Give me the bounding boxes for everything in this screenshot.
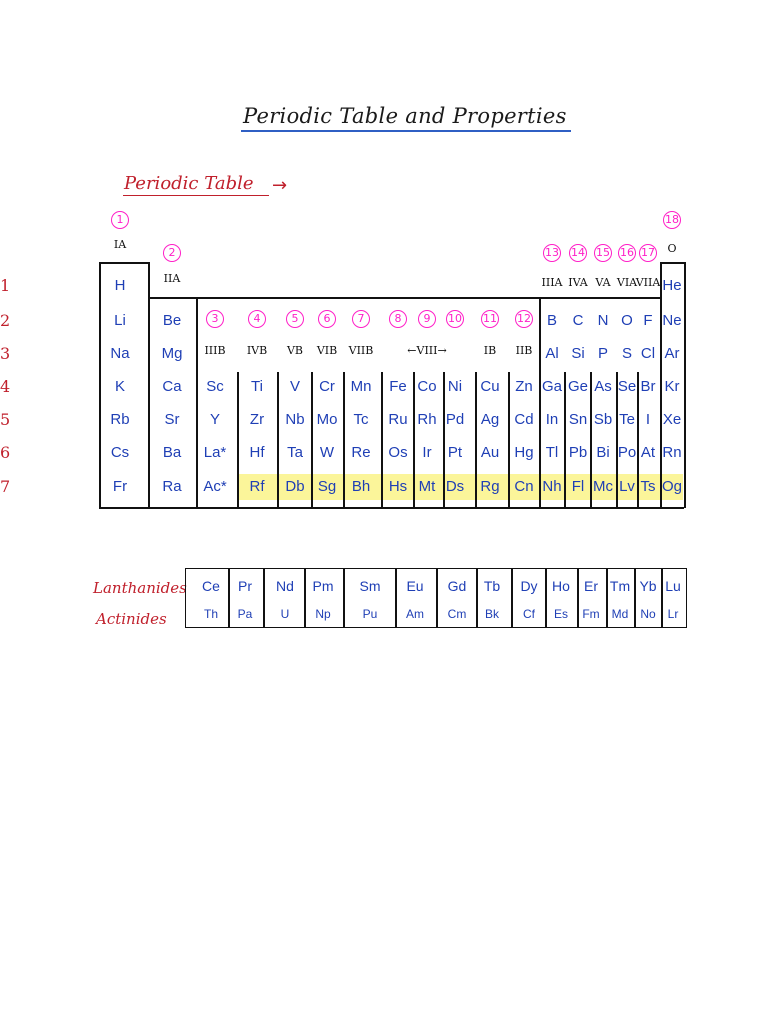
element-symbol: Ge <box>567 378 588 395</box>
group-number-circle: 18 <box>663 211 681 229</box>
element-symbol: I <box>645 411 651 428</box>
group-number-circle: 17 <box>639 244 657 262</box>
table-line <box>413 372 415 508</box>
table-line <box>148 297 196 299</box>
element-symbol: Rn <box>662 444 682 461</box>
table-line <box>311 372 313 508</box>
element-symbol: Sb <box>593 411 613 428</box>
group-label-g18: O <box>667 242 677 255</box>
f-block-divider <box>634 568 636 628</box>
group-label-g14: IVA <box>568 276 588 289</box>
table-line <box>343 372 345 508</box>
element-symbol: Ac* <box>203 478 227 495</box>
f-block-divider <box>661 568 663 628</box>
element-symbol: H <box>114 277 126 294</box>
arrow-right-icon: → <box>272 175 288 196</box>
element-symbol: Mc <box>593 478 613 495</box>
table-line <box>99 507 684 509</box>
group-label-g15: VA <box>595 276 611 289</box>
element-symbol: Ag <box>480 411 500 428</box>
element-symbol: Mn <box>350 378 372 395</box>
element-symbol: Cl <box>640 345 656 362</box>
element-symbol: Hf <box>249 444 265 461</box>
element-symbol: P <box>597 345 608 362</box>
element-symbol: Pd <box>445 411 465 428</box>
element-symbol: Zr <box>249 411 265 428</box>
element-symbol: Sg <box>317 478 337 495</box>
group-number-circle: 8 <box>389 310 407 328</box>
actinide-symbol: Lr <box>667 607 679 621</box>
element-symbol: Cs <box>110 444 130 461</box>
element-symbol: Cn <box>514 478 534 495</box>
table-line <box>443 372 445 508</box>
group-number-circle: 5 <box>286 310 304 328</box>
f-block-divider <box>577 568 579 628</box>
actinide-symbol: Pu <box>362 607 378 621</box>
table-line <box>508 372 510 508</box>
element-symbol: Sr <box>164 411 180 428</box>
element-symbol: Ru <box>388 411 408 428</box>
lanthanide-symbol: Gd <box>447 578 467 594</box>
table-line <box>99 262 148 264</box>
group-label-g17: VIIA <box>635 276 661 289</box>
element-symbol: Fl <box>571 478 585 495</box>
f-block-divider <box>228 568 230 628</box>
element-symbol: C <box>572 312 584 329</box>
section-underline <box>123 195 269 196</box>
table-line <box>660 262 684 264</box>
element-symbol: B <box>546 312 557 329</box>
actinide-symbol: Fm <box>582 607 600 621</box>
element-symbol: In <box>545 411 559 428</box>
actinide-symbol: Cf <box>523 607 535 621</box>
element-symbol: Li <box>114 312 126 329</box>
element-symbol: Og <box>661 478 682 495</box>
lanthanide-symbol: Sm <box>359 578 381 594</box>
group-number-circle: 9 <box>418 310 436 328</box>
group-label-g1: IA <box>113 238 127 251</box>
f-block-divider <box>545 568 547 628</box>
actinide-symbol: No <box>640 607 656 621</box>
element-symbol: Fe <box>389 378 407 395</box>
element-symbol: Na <box>110 345 130 362</box>
f-block-divider <box>395 568 397 628</box>
lanthanide-symbol: Lu <box>665 578 681 594</box>
f-block-divider <box>476 568 478 628</box>
actinide-symbol: Md <box>611 607 629 621</box>
element-symbol: O <box>621 312 633 329</box>
table-line <box>539 297 541 508</box>
element-symbol: Ds <box>445 478 465 495</box>
group-label-g3: IIIB <box>204 344 226 357</box>
group-label-g13: IIIA <box>541 276 563 289</box>
element-symbol: S <box>621 345 632 362</box>
element-symbol: Tc <box>353 411 369 428</box>
element-symbol: Kr <box>664 378 680 395</box>
lanthanide-symbol: Dy <box>520 578 538 594</box>
page-title: Periodic Table and Properties <box>243 104 567 128</box>
element-symbol: Nh <box>542 478 562 495</box>
table-line <box>539 297 660 299</box>
table-line <box>637 372 639 508</box>
period-number: 6 <box>0 443 11 462</box>
element-symbol: Al <box>545 345 559 362</box>
element-symbol: Mt <box>418 478 436 495</box>
table-line <box>684 262 686 508</box>
element-symbol: Co <box>417 378 437 395</box>
table-line <box>616 372 618 508</box>
element-symbol: W <box>319 444 335 461</box>
element-symbol: Ga <box>541 378 562 395</box>
group-number-circle: 15 <box>594 244 612 262</box>
period-number: 5 <box>0 410 11 429</box>
element-symbol: Rg <box>480 478 500 495</box>
element-symbol: As <box>594 378 612 395</box>
element-symbol: Ar <box>664 345 680 362</box>
element-symbol: V <box>289 378 300 395</box>
element-symbol: At <box>640 444 656 461</box>
element-symbol: Ba <box>162 444 182 461</box>
period-number: 3 <box>0 344 11 363</box>
element-symbol: Cr <box>319 378 335 395</box>
lanthanide-symbol: Pr <box>238 578 252 594</box>
element-symbol: Hs <box>388 478 408 495</box>
element-symbol: Ca <box>162 378 182 395</box>
section-label: Periodic Table <box>124 173 254 194</box>
lanthanide-symbol: Ho <box>552 578 570 594</box>
f-block-divider <box>304 568 306 628</box>
element-symbol: Be <box>162 312 182 329</box>
f-block-divider <box>606 568 608 628</box>
element-symbol: Ra <box>162 478 182 495</box>
group-label-g6: VIB <box>316 344 338 357</box>
element-symbol: La* <box>203 444 227 461</box>
f-block-divider <box>436 568 438 628</box>
period-number: 2 <box>0 311 11 330</box>
lanthanide-symbol: Pm <box>312 578 334 594</box>
lanthanide-symbol: Ce <box>202 578 220 594</box>
table-line <box>237 372 239 508</box>
element-symbol: Pt <box>447 444 463 461</box>
title-underline <box>241 130 571 132</box>
element-symbol: Hg <box>514 444 534 461</box>
lanthanide-symbol: Yb <box>639 578 657 594</box>
element-symbol: Ne <box>662 312 682 329</box>
element-symbol: Ir <box>422 444 432 461</box>
group-label-g4: IVB <box>246 344 268 357</box>
element-symbol: Ni <box>447 378 463 395</box>
group-label-g5: VB <box>286 344 304 357</box>
element-symbol: Rb <box>110 411 130 428</box>
actinide-symbol: Bk <box>484 607 499 621</box>
actinide-symbol: U <box>280 607 290 621</box>
actinides-label: Actinides <box>96 610 167 628</box>
element-symbol: F <box>643 312 653 329</box>
element-symbol: Re <box>351 444 371 461</box>
group-label-g8_10: ←VIII→ <box>407 344 447 357</box>
element-symbol: Os <box>388 444 408 461</box>
actinide-symbol: Cm <box>447 607 467 621</box>
table-line <box>277 372 279 508</box>
element-symbol: Sc <box>206 378 224 395</box>
element-symbol: Mg <box>161 345 183 362</box>
element-symbol: Rh <box>417 411 437 428</box>
element-symbol: K <box>114 378 125 395</box>
element-symbol: Bi <box>596 444 610 461</box>
actinide-symbol: Np <box>315 607 331 621</box>
lanthanide-symbol: Eu <box>406 578 424 594</box>
lanthanide-symbol: Tm <box>609 578 631 594</box>
f-block-divider <box>263 568 265 628</box>
element-symbol: Tl <box>545 444 559 461</box>
group-number-circle: 14 <box>569 244 587 262</box>
element-symbol: Te <box>619 411 635 428</box>
element-symbol: Cu <box>480 378 500 395</box>
period-number: 1 <box>0 276 11 295</box>
table-line <box>381 372 383 508</box>
table-line <box>99 262 101 508</box>
f-block-divider <box>343 568 345 628</box>
table-line <box>475 372 477 508</box>
element-symbol: Mo <box>316 411 338 428</box>
group-number-circle: 13 <box>543 244 561 262</box>
group-number-circle: 4 <box>248 310 266 328</box>
lanthanide-symbol: Tb <box>483 578 501 594</box>
element-symbol: Y <box>209 411 220 428</box>
lanthanide-symbol: Er <box>584 578 598 594</box>
table-line <box>196 297 539 299</box>
element-symbol: Bh <box>351 478 371 495</box>
element-symbol: Sn <box>568 411 588 428</box>
element-symbol: N <box>597 312 609 329</box>
group-number-circle: 3 <box>206 310 224 328</box>
element-symbol: Zn <box>515 378 533 395</box>
element-symbol: Po <box>617 444 637 461</box>
element-symbol: Ta <box>287 444 303 461</box>
f-block-divider <box>511 568 513 628</box>
actinide-symbol: Am <box>406 607 424 621</box>
group-number-circle: 1 <box>111 211 129 229</box>
group-number-circle: 6 <box>318 310 336 328</box>
actinide-symbol: Es <box>553 607 568 621</box>
group-number-circle: 7 <box>352 310 370 328</box>
group-number-circle: 10 <box>446 310 464 328</box>
group-label-g2: IIA <box>163 272 181 285</box>
element-symbol: He <box>662 277 682 294</box>
element-symbol: Au <box>480 444 500 461</box>
lanthanides-label: Lanthanides <box>93 579 187 597</box>
element-symbol: Se <box>617 378 637 395</box>
element-symbol: Fr <box>112 478 128 495</box>
element-symbol: Cd <box>514 411 534 428</box>
period-number: 7 <box>0 477 11 496</box>
table-line <box>564 372 566 508</box>
actinide-symbol: Th <box>203 607 218 621</box>
element-symbol: Ts <box>640 478 656 495</box>
table-line <box>660 262 662 508</box>
group-number-circle: 12 <box>515 310 533 328</box>
element-symbol: Lv <box>619 478 635 495</box>
element-symbol: Db <box>285 478 305 495</box>
lanthanide-symbol: Nd <box>276 578 294 594</box>
table-line <box>196 297 198 508</box>
element-symbol: Nb <box>285 411 305 428</box>
group-label-g7: VIIB <box>348 344 374 357</box>
element-symbol: Br <box>640 378 656 395</box>
period-number: 4 <box>0 377 11 396</box>
group-label-g11: IB <box>483 344 497 357</box>
element-symbol: Ti <box>251 378 263 395</box>
table-line <box>590 372 592 508</box>
element-symbol: Xe <box>662 411 682 428</box>
group-number-circle: 2 <box>163 244 181 262</box>
group-number-circle: 16 <box>618 244 636 262</box>
element-symbol: Pb <box>568 444 588 461</box>
group-label-g12: IIB <box>515 344 533 357</box>
group-number-circle: 11 <box>481 310 499 328</box>
actinide-symbol: Pa <box>237 607 253 621</box>
group-label-g16: VIA <box>616 276 638 289</box>
element-symbol: Si <box>571 345 585 362</box>
element-symbol: Rf <box>249 478 265 495</box>
table-line <box>148 262 150 508</box>
